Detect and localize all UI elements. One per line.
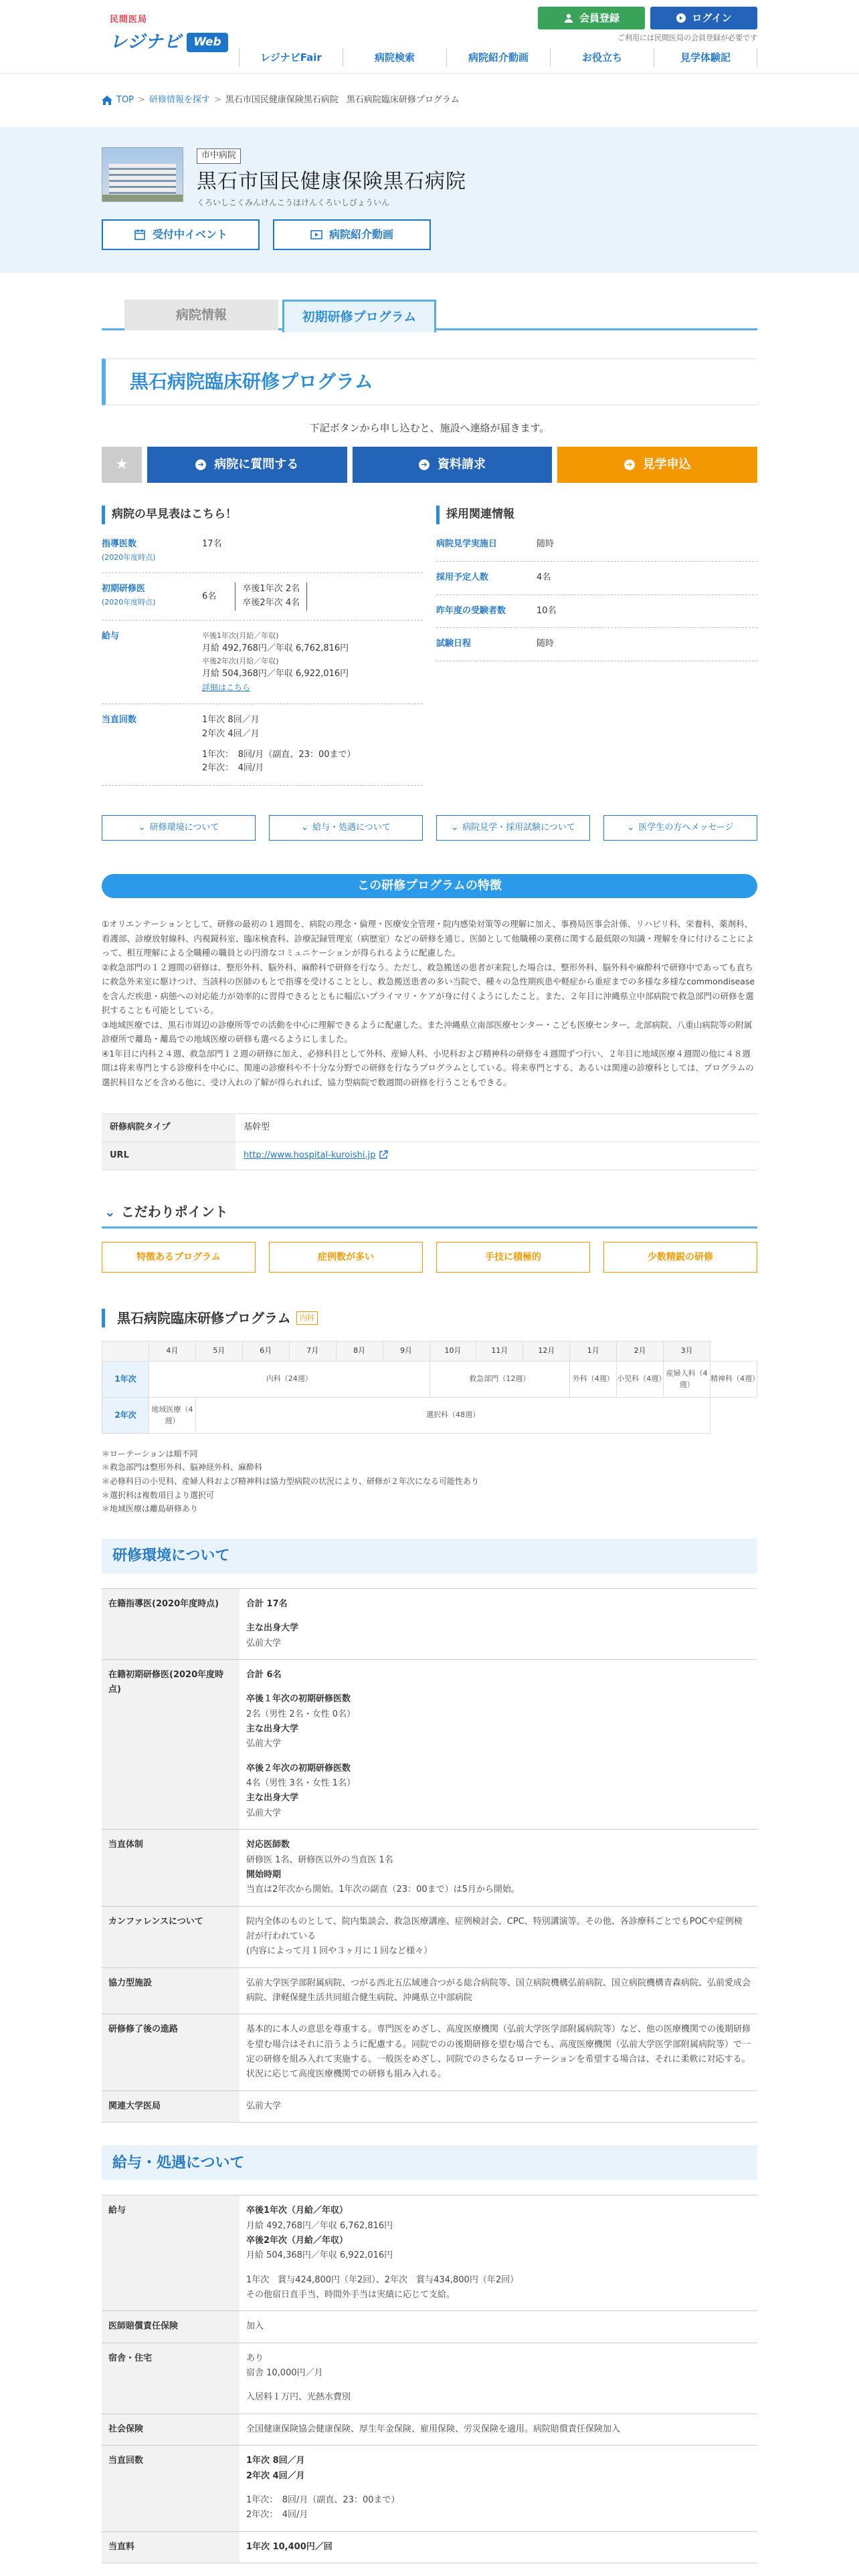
duty-line: 2年次： 4回/月	[202, 763, 264, 774]
detail-line: 月給 492,768円／年収 6,762,816円	[246, 2220, 393, 2231]
resident-breakdown	[235, 582, 307, 611]
hospital-kana: くろいしこくみんけんこうほけんくろいしびょういん	[197, 198, 390, 207]
detail-line: 弘前大学医学部附属病院、つがる西北五広域連合つがる総合病院等、国立病院機構弘前病院、国立病院機構青森病院、弘前愛成会病院、津軽保健生活共同組合健生病院、沖縄県立中部病院	[246, 1977, 751, 2004]
breadcrumb-separator: >	[138, 94, 145, 105]
section-anchors	[102, 815, 757, 841]
rotation-title-text: 黒石病院臨床研修プログラム	[117, 1309, 291, 1326]
salary-detail-link[interactable]: 詳細はこちら	[202, 682, 251, 692]
detail-line: 2年次 4回／月	[246, 2470, 305, 2481]
recruitment-info	[436, 506, 757, 786]
quick-label: 初期研修医	[102, 584, 146, 595]
detail-line: 主な出身大学	[246, 1793, 299, 1804]
month-header: 11月	[476, 1341, 523, 1361]
detail-value	[240, 2195, 757, 2311]
register-button[interactable]	[538, 7, 645, 29]
month-header: 5月	[195, 1341, 242, 1361]
site-header	[0, 0, 859, 74]
breadcrumb	[102, 74, 757, 127]
hospital-photo	[102, 147, 183, 202]
external-link-icon	[379, 1150, 388, 1160]
detail-value	[240, 1588, 757, 1659]
rotation-note: ＊選択科は複数項目より選択可	[102, 1490, 215, 1500]
detail-value	[240, 2090, 757, 2122]
rotation-table	[102, 1341, 760, 1434]
recruit-value: 10名	[537, 605, 557, 616]
month-header: 4月	[149, 1341, 196, 1361]
rotation-badge: 内科	[296, 1311, 318, 1325]
quick-label: 指導医数	[102, 539, 137, 549]
document-request-button[interactable]	[353, 447, 553, 483]
detail-line: 4名（男性 3名・女性 1名）	[246, 1778, 356, 1789]
detail-value	[240, 2311, 757, 2343]
duty-line: 1年次： 8回/月（副直、23：00まで）	[202, 749, 356, 760]
question-button-label: 病院に質問する	[214, 457, 299, 471]
rotation-notes	[102, 1447, 757, 1516]
detail-line: 研修医 1名、研修医以外の当直医 1名	[246, 1854, 393, 1865]
month-header: 2月	[617, 1341, 664, 1361]
breadcrumb-search[interactable]: 研修情報を探す	[149, 94, 210, 105]
event-button[interactable]	[102, 219, 260, 250]
rotation-block: 小児科（4週）	[617, 1361, 664, 1397]
register-label: 会員登録	[579, 12, 619, 24]
detail-line: 院内全体のものとして、院内集談会、救急医療講座、症例検討会、CPC、特別講演等。その他、各診療科ごとでもPOCや症例検討が行われている	[246, 1916, 743, 1941]
event-button-label: 受付中イベント	[152, 228, 227, 241]
calendar-icon	[134, 229, 146, 241]
video-button[interactable]	[273, 219, 431, 250]
video-icon	[310, 229, 322, 240]
detail-line: 2名（男性 2名・女性 0名）	[246, 1709, 356, 1719]
rotation-corner	[102, 1341, 149, 1361]
points-title-text: こだわりポイント	[120, 1203, 228, 1220]
detail-line: 主な出身大学	[246, 1623, 299, 1634]
nav-item-hospital-video[interactable]: 病院紹介動画	[446, 48, 550, 67]
breadcrumb-top[interactable]: TOP	[116, 94, 134, 105]
rotation-block: 精神科（4週）	[710, 1361, 757, 1397]
quick-reference-title: 病院の早見表はこちら！	[102, 506, 423, 524]
detail-line: 宿舎 10,000円／月	[246, 2368, 323, 2379]
detail-label: 当直料	[102, 2531, 240, 2563]
program-info-table	[102, 1113, 757, 1170]
user-icon	[563, 13, 574, 23]
resident-year2: 卒後2年次 4名	[242, 598, 300, 609]
detail-line: 対応医師数	[246, 1840, 290, 1850]
detail-value	[240, 1830, 757, 1906]
visit-request-label: 見学申込	[642, 457, 691, 471]
month-header: 8月	[336, 1341, 383, 1361]
month-header: 1月	[570, 1341, 617, 1361]
logo-badge: Web	[187, 33, 227, 52]
detail-line: 卒後２年次の初期研修医数	[246, 1763, 351, 1774]
recruit-label: 採用予定人数	[436, 572, 489, 582]
detail-label: 研修修了後の進路	[102, 2014, 240, 2090]
salary-year2-value: 月給 504,368円／年収 6,922,016円	[202, 668, 349, 679]
rotation-block: 選択科（48週）	[195, 1397, 710, 1433]
detail-line: 卒後1年次（月給／年収）	[246, 2206, 349, 2216]
chevron-down-icon: ⌄	[301, 822, 309, 833]
salary-year1-value: 月給 492,768円／年収 6,762,816円	[202, 643, 349, 653]
hospital-hero	[0, 127, 859, 273]
feature-paragraph: ②救急部門の１２週間の研修は、整形外科、脳外科、麻酔科で研修を行なう。ただし、救急搬送の患者が来院した場合は、整形外科、脳外科や麻酔科で研修中であっても直ちに救急外来室に駆けつけ、当該科の医師のもとで指導を受けることとし、救急搬送患者の多い当院で、種々の急性期疾患や軽症から重症までの多様な多様なcommondiseaseを含んだ疾患・病態への対応能力が効率的に習得できるとともに幅広いプライマリ・ケアが身に付くようにしたこと。また、２年目に沖縄県立中部病院で救急部門の研修を選択することも可能としている。	[102, 962, 755, 1016]
detail-line: 弘前大学	[246, 1739, 282, 1749]
quick-value: 6名	[202, 591, 217, 602]
detail-line: 1年次 8回／月	[246, 2456, 305, 2466]
month-header: 7月	[289, 1341, 336, 1361]
detail-label: 関連大学医局	[102, 2090, 240, 2122]
home-icon	[102, 96, 112, 105]
anchor-label: 病院見学・採用試験について	[462, 822, 575, 833]
program-title: 黒石病院臨床研修プログラム	[102, 358, 757, 405]
detail-line: 弘前大学	[246, 1638, 282, 1648]
detail-label: 当直回数	[102, 2446, 240, 2531]
points-title	[102, 1197, 757, 1228]
tab-hospital-info[interactable]: 病院情報	[124, 300, 278, 330]
salary-section-title: 給与・処遇について	[102, 2145, 757, 2180]
chevron-down-icon: ⌄	[627, 822, 635, 833]
recruit-value: 随時	[537, 639, 555, 649]
quick-sublabel: (2020年度時点)	[102, 552, 156, 562]
features-text	[102, 917, 757, 1089]
rotation-block: 救急部門（12週）	[430, 1361, 570, 1397]
salary-year1-header: 卒後1年次(月給／年収)	[202, 631, 279, 640]
arrow-circle-icon: ➔	[419, 459, 430, 470]
arrow-circle-icon: ➔	[624, 459, 635, 470]
anchor-visit-exam[interactable]	[436, 815, 590, 841]
video-button-label: 病院紹介動画	[328, 228, 393, 241]
nav-item-fair[interactable]: レジナビFair	[239, 48, 343, 67]
detail-line: その他宿日直手当、時間外手当は実績に応じて支給。	[246, 2290, 456, 2300]
rotation-note: ＊地域医療は離島研修あり	[102, 1504, 199, 1514]
recruit-label: 病院見学実施日	[436, 539, 498, 549]
rotation-note: ＊ローテーションは順不同	[102, 1448, 198, 1459]
detail-label: 在籍初期研修医(2020年度時点)	[102, 1659, 240, 1829]
tab-training-program[interactable]: 初期研修プログラム	[282, 300, 436, 332]
login-button[interactable]	[650, 7, 757, 29]
logo-top-text: 民間医局	[110, 15, 148, 25]
logo-main-text: レジナビ	[110, 31, 182, 52]
detail-value	[240, 2531, 757, 2563]
visit-request-button[interactable]	[557, 447, 757, 483]
detail-line: 弘前大学	[246, 1808, 282, 1818]
recruit-label: 昨年度の受験者数	[436, 605, 506, 616]
salary-table	[102, 2195, 757, 2563]
rotation-note: ＊救急部門は整形外科、脳神経外科、麻酔科	[102, 1463, 263, 1473]
month-header: 12月	[523, 1341, 570, 1361]
nav-item-visit-report[interactable]: 見学体験記	[654, 48, 757, 67]
environment-section-title: 研修環境について	[102, 1539, 757, 1574]
detail-label: 宿舎・住宅	[102, 2343, 240, 2413]
detail-line: 全国健康保険協会健康保険、厚生年金保険、雇用保険、労災保険を適用。病院賠償責任保険加入	[246, 2424, 621, 2434]
detail-line: 入居料１万円、光熱水費別	[246, 2392, 351, 2403]
hospital-type-tag: 市中病院	[197, 148, 241, 164]
recruitment-title: 採用関連情報	[436, 506, 757, 524]
header-note: ご利用には民間医局の会員登録が必要です	[617, 33, 757, 42]
detail-line: あり	[246, 2353, 264, 2363]
breadcrumb-program: 黒石病院臨床研修プログラム	[346, 94, 460, 105]
salary-year2-header: 卒後2年次(月給／年収)	[202, 657, 279, 666]
detail-label: カンファレンスについて	[102, 1906, 240, 1967]
detail-line: 合計 6名	[246, 1669, 282, 1680]
rotation-block: 地域医療（4週）	[149, 1397, 196, 1433]
breadcrumb-hospital: 黒石市国民健康保険黒石病院	[225, 94, 339, 105]
action-buttons	[102, 447, 757, 483]
point-tag[interactable]: 手技に積極的	[436, 1242, 590, 1273]
rotation-block: 内科（24週）	[149, 1361, 430, 1397]
month-header: 10月	[430, 1341, 476, 1361]
quick-label: 給与	[102, 631, 120, 641]
anchor-label: 研修環境について	[149, 822, 219, 833]
quick-label: 当直回数	[102, 714, 137, 725]
anchor-message[interactable]	[603, 815, 757, 841]
site-logo[interactable]	[110, 13, 228, 56]
question-button[interactable]	[147, 447, 347, 483]
chevron-down-icon: ⌄	[104, 1203, 116, 1220]
detail-line: 加入	[246, 2321, 264, 2332]
resident-year1: 卒後1年次 2名	[242, 584, 300, 595]
quick-value: 17名	[202, 539, 222, 549]
recruit-label: 試験日程	[436, 639, 472, 649]
favorite-star-icon[interactable]: ★	[102, 447, 142, 483]
detail-label: 当直体制	[102, 1830, 240, 1906]
feature-paragraph: ①オリエンテーションとして、研修の最初の１週間を、病院の理念・倫理・医療安全管理・院内感染対策等の理解に加え、事務局医事会計係、リハビリ科、栄養科、薬剤科、看護部、診療放射線科、内視鏡科室、臨床検査科、診療記録管理室（病歴室）などの研修を通じ、医師として他職種の業務に関する最低限の知識・理解を身に付けることによって、相互理解による全職種の職員との円滑なコミュニケーションが得られるように配慮した。	[102, 919, 755, 958]
detail-value	[240, 2446, 757, 2531]
detail-line: 1年次： 8回/月（副直、23：00まで）	[246, 2494, 400, 2505]
hospital-url-link[interactable]: http://www.hospital-kuroishi.jp	[244, 1150, 376, 1160]
point-tag[interactable]: 症例数が多い	[269, 1242, 423, 1273]
global-nav	[239, 48, 757, 67]
nav-item-useful[interactable]: お役立ち	[550, 48, 654, 67]
detail-line: 合計 17名	[246, 1598, 288, 1609]
detail-label: 給与	[102, 2195, 240, 2311]
page-tabs	[102, 296, 757, 330]
detail-line: 当直は2年次から開始。1年次の副直（23：00まで）は5月から開始。	[246, 1885, 520, 1895]
detail-line: 主な出身大学	[246, 1724, 299, 1735]
detail-value	[240, 2343, 757, 2413]
breadcrumb-separator: >	[213, 94, 221, 105]
detail-line: 卒後１年次の初期研修医数	[246, 1694, 351, 1705]
month-header: 6月	[242, 1341, 289, 1361]
year1-label: 1年次	[102, 1361, 149, 1397]
detail-line: 開始時期	[246, 1869, 282, 1880]
detail-line: 2年次： 4回/月	[246, 2510, 308, 2520]
detail-line: 卒後2年次（月給／年収）	[246, 2235, 349, 2246]
chevron-down-icon: ⌄	[138, 822, 146, 833]
detail-label: 社会保険	[102, 2413, 240, 2445]
month-header: 3月	[664, 1341, 710, 1361]
detail-line: 月給 504,368円／年収 6,922,016円	[246, 2250, 393, 2261]
detail-value	[240, 2413, 757, 2445]
detail-value	[240, 1906, 757, 1967]
rotation-title	[102, 1309, 757, 1327]
features-title: この研修プログラムの特徴	[102, 874, 757, 898]
detail-line: 弘前大学	[246, 2101, 282, 2111]
rotation-block: 産婦人科（4週）	[664, 1361, 710, 1397]
quick-sublabel: (2020年度時点)	[102, 598, 156, 607]
points-tags	[102, 1242, 757, 1273]
detail-label: 協力型施設	[102, 1967, 240, 2014]
action-note: 下記ボタンから申し込むと、施設へ連絡が届きます。	[309, 422, 550, 434]
login-icon	[676, 13, 686, 23]
chevron-down-icon: ⌄	[451, 822, 459, 833]
year2-label: 2年次	[102, 1397, 149, 1433]
rotation-note: ＊必修科目の小児科、産婦人科および精神科は協力型病院の状況により、研修が２年次になる可能性あり	[102, 1476, 480, 1486]
detail-label: 医師賠償責任保険	[102, 2311, 240, 2343]
anchor-label: 医学生の方へメッセージ	[638, 822, 734, 833]
duty-line: 1年次 8回／月	[202, 714, 260, 725]
detail-line: 1年次 賞与424,800円（年2回）、2年次 賞与434,800円（年2回）	[246, 2274, 519, 2285]
detail-value	[240, 1659, 757, 1829]
nav-item-hospital-search[interactable]: 病院検索	[343, 48, 446, 67]
anchor-environment[interactable]	[102, 815, 256, 841]
duty-line: 2年次 4回／月	[202, 728, 260, 739]
document-request-label: 資料請求	[437, 457, 486, 471]
quick-reference	[102, 506, 423, 786]
detail-line: (内容によって月１回や３ヶ月に１回など様々）	[246, 1946, 433, 1957]
feature-paragraph: ③地域医療では、黒石市周辺の診療所等での活動を中心に理解できるように配慮した。また沖縄県立南部医療センター・こども医療センター、北部病院、八重山病院等の附属診療所で離島・離島での地域医療の研修も選べるようにしました。	[102, 1019, 753, 1045]
feature-paragraph: ④1年目に内科２４週、救急部門１２週の研修に加え、必修科目として外科、産婦人科、小児科および精神科の研修を４週間ずつ行い、２年目に地域医療４週間の他に４８週間は将来専門とする診療科を中心に、関連の診療科や不十分な分野での研修を行なうプログラムとしている。将来専門とする、あるいは関連の診療科としては、プログラムの選択科目などを含める他に、受け入れの了解が得られれば、協力型病院で数週間の研修を行うこともできる。	[102, 1048, 754, 1087]
point-tag[interactable]: 特徴あるプログラム	[102, 1242, 256, 1273]
anchor-salary[interactable]	[269, 815, 423, 841]
point-tag[interactable]: 少数精鋭の研修	[603, 1242, 757, 1273]
arrow-circle-icon: ➔	[195, 459, 206, 470]
detail-line: 1年次 10,400円／回	[246, 2541, 332, 2552]
recruit-value: 4名	[537, 572, 551, 582]
month-header: 9月	[383, 1341, 430, 1361]
detail-value	[240, 2014, 757, 2090]
info-label: URL	[102, 1142, 235, 1170]
rotation-block: 外科（4週）	[570, 1361, 617, 1397]
hospital-name: 黒石市国民健康保険黒石病院	[197, 170, 466, 193]
recruit-value: 随時	[537, 539, 555, 549]
info-label: 研修病院タイプ	[102, 1114, 235, 1142]
info-value: 基幹型	[235, 1114, 757, 1142]
login-label: ログイン	[692, 12, 732, 24]
detail-label: 在籍指導医(2020年度時点)	[102, 1588, 240, 1659]
anchor-label: 給与・処遇について	[312, 822, 391, 833]
detail-line: 基本的に本人の意思を尊重する。専門医をめざし、高度医療機関（弘前大学医学部附属病院等）など、他の医療機関での後期研修を望む場合はそれに沿うように配慮する。同院でのの後期研修を望む場合でも、高度医療機関（弘前大学医学部附属病院等）で一定の研修を組み入れて実施する。一般医をめざし、同院でのさらなるローテーションを希望する場合は、それに柔軟に対応する。状況に応じて高度医療機関での研修も組み入れる。	[246, 2024, 751, 2080]
detail-value	[240, 1967, 757, 2014]
environment-table	[102, 1588, 757, 2123]
